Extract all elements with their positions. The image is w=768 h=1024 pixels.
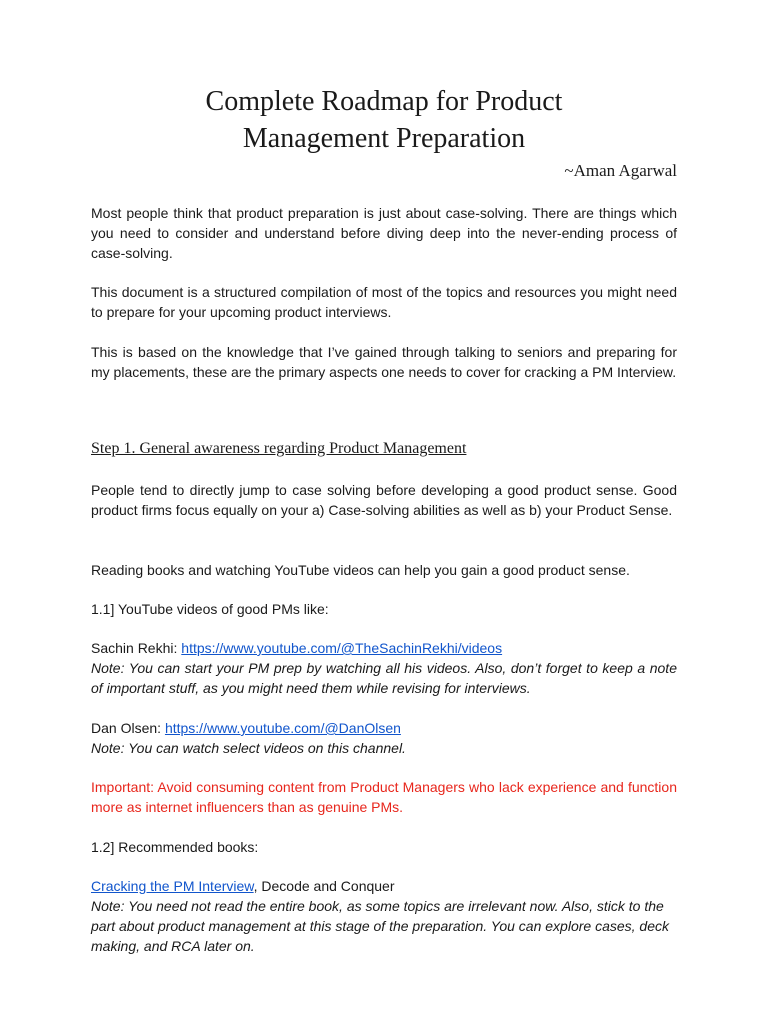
- section-1-2-label: 1.2] Recommended books:: [91, 839, 259, 855]
- title-line-2: Management Preparation: [242, 123, 526, 154]
- author-byline: ~Aman Agarwal: [564, 161, 677, 180]
- dan-olsen-block: [91, 718, 677, 738]
- dan-olsen-name: Dan Olsen:: [91, 720, 165, 736]
- books-rest: , Decode and Conquer: [253, 878, 395, 894]
- intro-paragraph-3: This is based on the knowledge that I’ve gained through talking to seniors and preparing for my placements, these are the primary aspects one needs to cover for cracking a PM Interview.: [91, 344, 677, 380]
- books-block: [91, 876, 677, 896]
- section-1-1-label: 1.1] YouTube videos of good PMs like:: [91, 601, 329, 617]
- sachin-rekhi-block: [91, 638, 677, 658]
- books-note: Note: You need not read the entire book, as some topics are irrelevant now. Also, stick to the part about product management at this stage of the preparation. You can explore cases, deck making, and RCA later on.: [91, 898, 669, 954]
- sachin-rekhi-link[interactable]: https://www.youtube.com/@TheSachinRekhi/videos: [181, 640, 503, 656]
- important-warning: Important: Avoid consuming content from Product Managers who lack experience and function more as internet influencers than as genuine PMs.: [91, 779, 677, 815]
- dan-olsen-note: Note: You can watch select videos on this channel.: [91, 740, 406, 756]
- cracking-pm-interview-link[interactable]: Cracking the PM Interview: [91, 878, 254, 894]
- intro-paragraph-1: Most people think that product preparation is just about case-solving. There are things which you need to consider and understand before diving deep into the never-ending process of case-solving.: [91, 205, 677, 261]
- step-1-paragraph-2: Reading books and watching YouTube videos can help you gain a good product sense.: [91, 562, 630, 578]
- intro-paragraph-2: This document is a structured compilation of most of the topics and resources you might need to prepare for your upcoming product interviews.: [91, 284, 677, 320]
- sachin-rekhi-note: Note: You can start your PM prep by watching all his videos. Also, don’t forget to keep a note of important stuff, as you might need them while revising for interviews.: [91, 660, 677, 696]
- document-title: [91, 83, 677, 157]
- step-1-heading: Step 1. General awareness regarding Product Management: [91, 440, 467, 457]
- title-line-1: Complete Roadmap for Product: [205, 86, 563, 117]
- dan-olsen-link[interactable]: https://www.youtube.com/@DanOlsen: [164, 720, 401, 736]
- sachin-rekhi-name: Sachin Rekhi:: [91, 640, 182, 656]
- step-1-paragraph-1: People tend to directly jump to case solving before developing a good product sense. Good product firms focus equally on your a) Case-solving abilities as well as b) your Product Sense.: [91, 482, 677, 518]
